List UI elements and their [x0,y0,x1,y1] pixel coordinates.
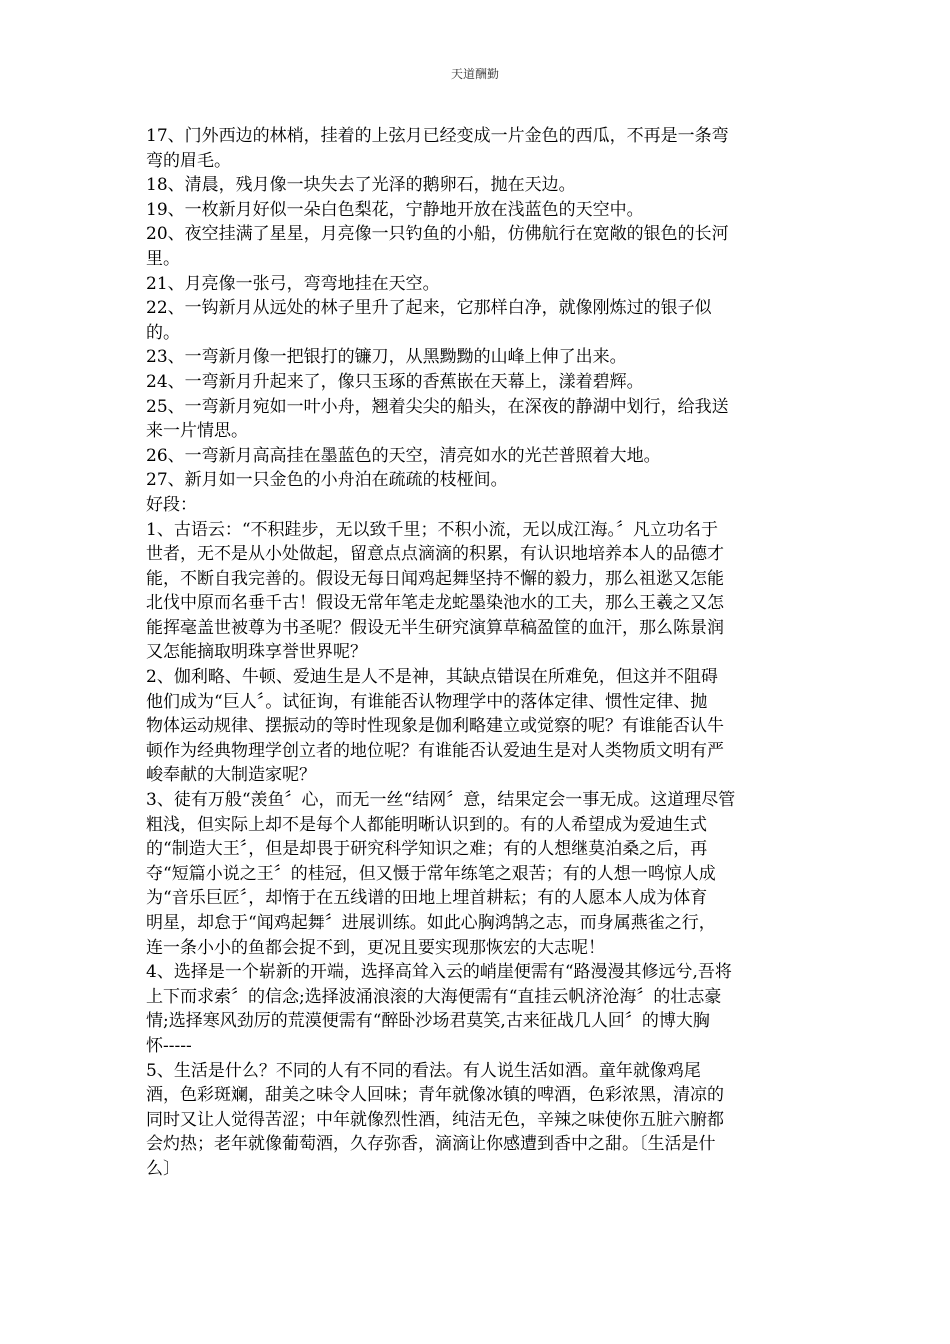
text-line: 能挥毫盖世被尊为书圣呢？假设无半生研究演算草稿盈筐的血汗，那么陈景润 [146,617,724,638]
text-line: 2、伽利略、牛顿、爱迪生是人不是神，其缺点错误在所难免，但这并不阻碍 [146,667,718,688]
text-line: 为“音乐巨匠〞，却惰于在五线谱的田地上埋首耕耘；有的人愿本人成为体育 [146,888,708,909]
text-line: 21、月亮像一张弓，弯弯地挂在天空。 [146,273,440,294]
text-line: 顿作为经典物理学创立者的地位呢？有谁能否认爱迪生是对人类物质文明有严 [146,740,724,761]
text-line: 又怎能摘取明珠享誉世界呢？ [146,642,367,663]
text-line: 17、门外西边的林梢，挂着的上弦月已经变成一片金色的西瓜，不再是一条弯 [146,126,729,146]
text-line: 4、选择是一个崭新的开端，选择高耸入云的峭崖便需有“路漫漫其修远兮,吾将 [146,962,732,983]
text-line: 25、一弯新月宛如一叶小舟，翘着尖尖的船头，在深夜的静湖中划行，给我送 [146,396,729,417]
text-line: 同时又让人觉得苦涩；中年就像烈性酒，纯洁无色，辛辣之味使你五脏六腑都 [146,1109,724,1130]
document-body [146,124,808,1182]
text-line: 里。 [146,248,180,269]
text-line: 19、一枚新月好似一朵白色梨花，宁静地开放在浅蓝色的天空中。 [146,199,644,220]
text-line: 么〕 [146,1158,180,1179]
text-line: 23、一弯新月像一把银打的镰刀，从黑黝黝的山峰上伸了出来。 [146,347,627,368]
text-line: 26、一弯新月高高挂在墨蓝色的天空，清亮如水的光芒普照着大地。 [146,445,661,466]
text-line: 怀----- [146,1035,192,1056]
text-line: 会灼热；老年就像葡萄酒，久存弥香，滴滴让你感遭到香中之甜。〔生活是什 [146,1134,716,1155]
text-line: 明星，却怠于“闻鸡起舞〞进展训练。如此心胸鸿鹄之志，而身属燕雀之行， [146,913,716,933]
text-line: 能，不断自我完善的。假设无每日闻鸡起舞坚持不懈的毅力，那么祖逖又怎能 [146,568,724,589]
text-line: 22、一钩新月从远处的林子里升了起来，它那样白净，就像刚炼过的银子似 [146,298,712,319]
text-line: 3、徒有万般“羡鱼〞心，而无一丝“结网〞意，结果定会一事无成。这道理尽管 [146,790,736,811]
text-line: 27、新月如一只金色的小舟泊在疏疏的枝桠间。 [146,470,508,491]
text-line: 酒，色彩斑斓，甜美之味令人回味；青年就像冰镇的啤酒，色彩浓黑，清凉的 [146,1085,724,1106]
text-line: 来一片情思。 [146,421,248,442]
text-line: 北伐中原而名垂千古！假设无常年笔走龙蛇墨染池水的工夫，那么王羲之又怎 [146,593,724,614]
text-line: 18、清晨，残月像一块失去了光泽的鹅卵石，抛在天边。 [146,175,576,196]
text-line: 20、夜空挂满了星星，月亮像一只钓鱼的小船，仿佛航行在宽敞的银色的长河 [146,224,729,245]
text-line: 粗浅，但实际上却不是每个人都能明晰认识到的。有的人希望成为爱迪生式 [146,814,707,835]
text-line: 弯的眉毛。 [146,150,231,171]
text-line: 的“制造大王〞，但是却畏于研究科学知识之难；有的人想继莫泊桑之后，再 [146,839,708,860]
text-line: 5、生活是什么？不同的人有不同的看法。有人说生活如酒。童年就像鸡尾 [146,1060,701,1081]
text-line: 的。 [146,322,180,343]
text-line: 24、一弯新月升起来了，像只玉琢的香蕉嵌在天幕上，漾着碧辉。 [146,371,644,392]
page-header: 天道酬勤 [450,67,499,81]
text-line: 峻奉献的大制造家呢？ [146,765,316,786]
text-line: 世者，无不是从小处做起，留意点点滴滴的积累，有认识地培养本人的品德才 [146,544,724,565]
text-line: 情;选择寒风劲厉的荒漠便需有“醉卧沙场君莫笑,古来征战几人回〞的博大胸 [146,1011,710,1032]
text-line: 物体运动规律、摆振动的等时性现象是伽利略建立或觉察的呢？有谁能否认牛 [146,716,724,737]
text-line: 他们成为“巨人〞。试征询，有谁能否认物理学中的落体定律、惯性定律、抛 [146,691,708,712]
text-line: 连一条小小的鱼都会捉不到，更况且要实现那恢宏的大志呢！ [146,937,605,958]
text-line: 1、古语云：“不积跬步，无以致千里；不积小流，无以成江海。〞凡立功名于 [146,519,719,540]
text-line: 夺“短篇小说之王〞的桂冠，但又慑于常年练笔之艰苦；有的人想一鸣惊人成 [146,863,716,884]
text-line: 上下而求索〞的信念;选择波涌浪滚的大海便需有“直挂云帆济沧海〞的壮志豪 [146,986,722,1007]
section-heading: 好段： [146,494,197,515]
